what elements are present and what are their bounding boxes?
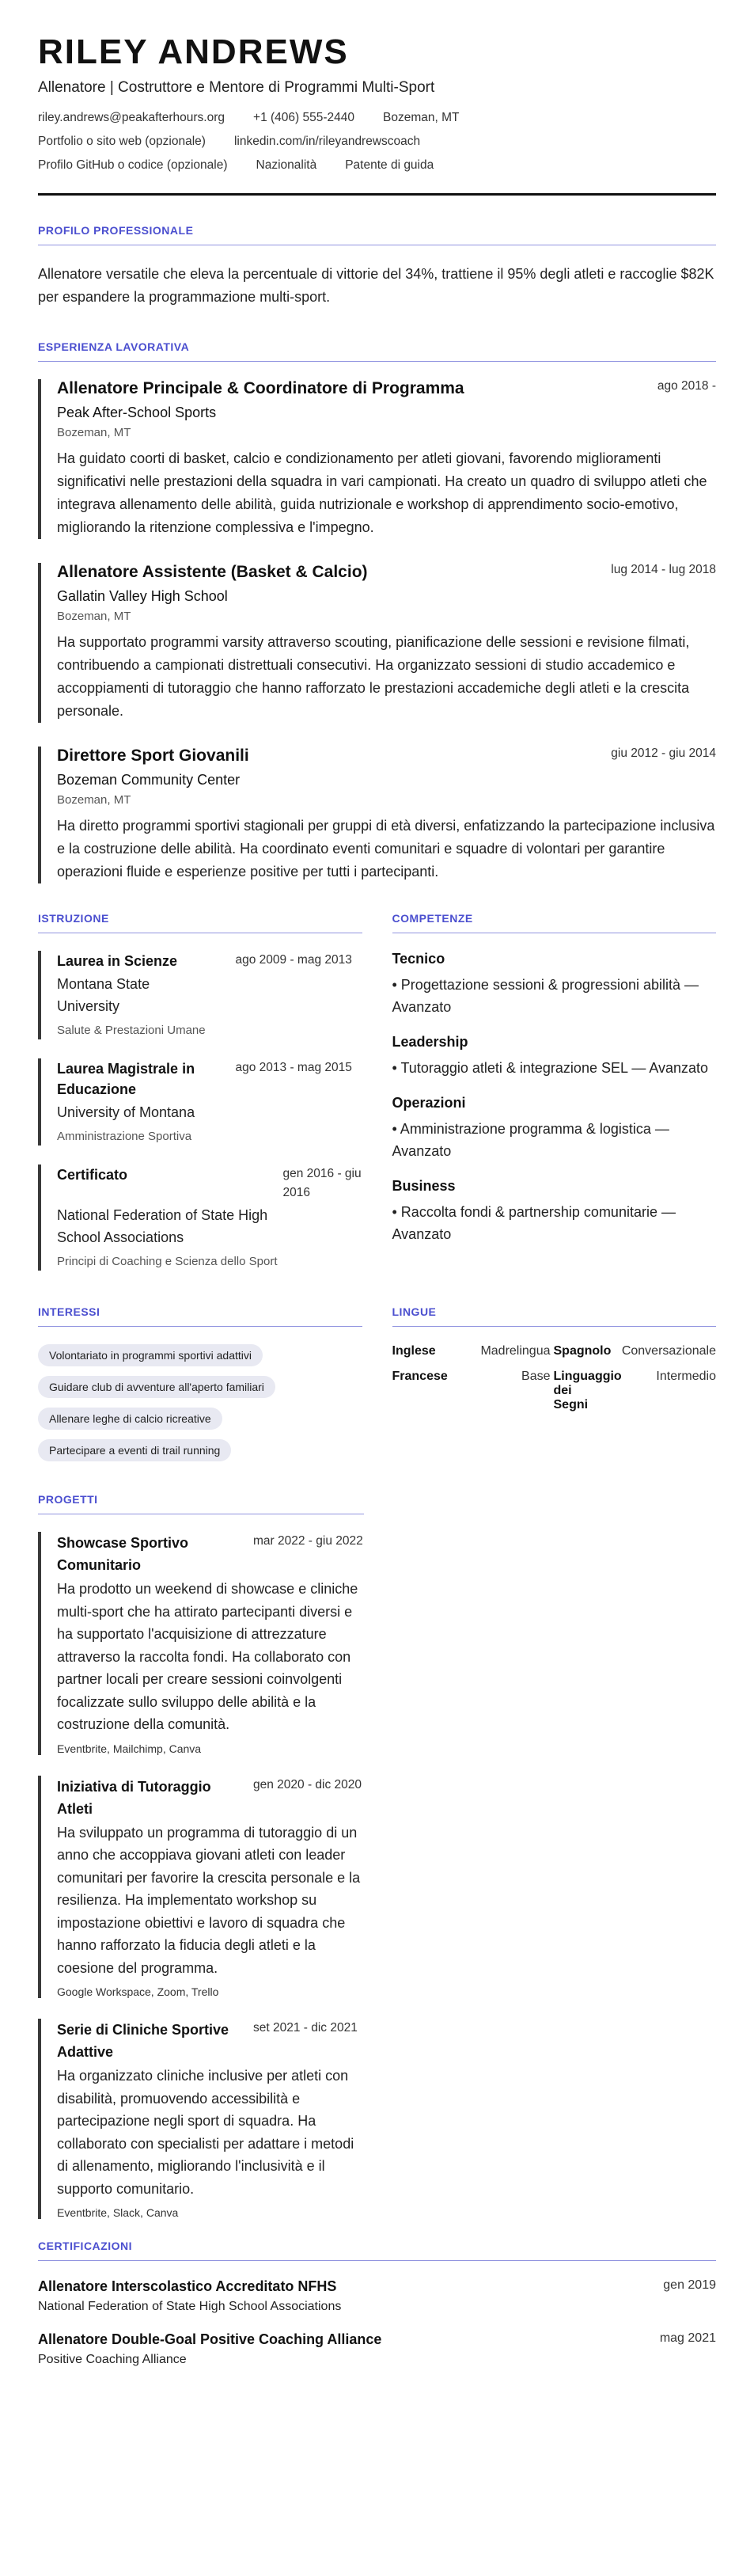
certification-name: Allenatore Double-Goal Positive Coaching Alliance [38,2331,382,2347]
certification-name: Allenatore Interscolastico Accreditato NFHS [38,2278,337,2294]
education-degree: Certificato [57,1167,128,1183]
project-item [38,1532,364,1755]
candidate-subtitle: Allenatore | Costruttore e Mentore di Programmi Multi-Sport [38,79,435,96]
experience-date: lug 2014 - lug 2018 [611,563,716,576]
experience-item [38,747,716,883]
candidate-name: RILEY ANDREWS [38,32,349,71]
languages-list [392,1344,717,1412]
certification-date: gen 2019 [663,2278,716,2292]
skills-column [392,912,717,1290]
language-level: Conversazionale [621,1344,716,1358]
education-field: Principi di Coaching e Scienza dello Sport [57,1255,278,1268]
experience-date: giu 2012 - giu 2014 [611,747,716,760]
interest-chip: Volontariato in programmi sportivi adattivi [38,1344,263,1366]
certification-date: mag 2021 [659,2331,716,2345]
experience-date: ago 2018 - [657,379,716,393]
experience-title: Direttore Sport Giovanili [57,747,249,765]
experience-item [38,379,716,539]
language-level: Base [521,1370,551,1383]
language-name: Linguaggio dei Segni [553,1370,622,1411]
certification-org: Positive Coaching Alliance [38,2353,187,2366]
experience-title: Allenatore Assistente (Basket & Calcio) [57,563,368,581]
language-name: Spagnolo [553,1344,612,1358]
project-item [38,1776,364,1999]
interest-chip: Partecipare a eventi di trail running [38,1439,231,1461]
education-date: ago 2009 - mag 2013 [235,953,352,967]
project-description: Ha sviluppato un programma di tutoraggio di un anno che accoppiava giovani atleti con leader comunitari per favorire la crescita personale e la resilienza. Ha implementato workshop su impostazione obiettivi e lavoro di squadra che hanno rafforzato la fiducia degli atleti e la coesione del programma. [57,1824,361,1976]
education-item [38,951,362,1039]
experience-description: Ha supportato programmi varsity attraverso scouting, pianificazione delle sessioni e revisione filmati, contribuendo a campionati distrettuali consecutivi. Ha organizzato sessioni di studio accademico e accoppiamenti di tutoraggio che hanno rafforzato le prestazioni accademiche degli atleti e la crescita personale. [57,634,690,719]
experience-description: Ha diretto programmi sportivi stagionali per gruppi di età diversi, enfatizzando la partecipazione inclusiva e la costruzione delle abilità. Ha coordinato eventi comunitari e squadre di volontari per garantire operazioni fluide e esperienze positive per tutti i partecipanti. [57,818,715,880]
interests-languages-row [38,1305,716,1461]
contact-license: Patente di guida [345,158,434,172]
language-level: Madrelingua [480,1344,551,1358]
certification-item [38,2278,716,2314]
education-school: National Federation of State High School Associations [57,1207,268,1245]
experience-org: Bozeman Community Center [57,772,241,788]
experience-title: Allenatore Principale & Coordinatore di Programma [57,379,464,397]
skill-item: • Raccolta fondi & partnership comunitarie — Avanzato [392,1204,676,1242]
experience-description: Ha guidato coorti di basket, calcio e condizionamento per atleti giovani, favorendo miglioramenti significativi nelle prestazioni della squadra in vari campionati. Ha creato un quadro di sviluppo atleti che integrava allenamento delle abilità, guida nutrizionale e workshop di apprendimento socio-emotivo, migliorando la ritenzione complessiva e l'impegno. [57,450,707,535]
language-level: Intermedio [656,1370,716,1383]
contact-linkedin[interactable]: linkedin.com/in/rileyandrewscoach [233,135,421,148]
education-section-title: ISTRUZIONE [38,912,362,933]
experience-org: Gallatin Valley High School [57,588,228,604]
contact-row-1 [38,111,716,125]
project-title: Showcase Sportivo Comunitario [57,1535,189,1573]
skill-category: Business [392,1178,456,1194]
contact-github[interactable]: Profilo GitHub o codice (opzionale) [38,158,228,172]
certification-org: National Federation of State High School Associations [38,2300,342,2313]
project-tools: Eventbrite, Mailchimp, Canva [57,1742,202,1755]
education-item [38,1058,362,1146]
education-school: Montana State University [57,976,150,1014]
contact-row-2 [38,135,716,149]
contact-row-3 [38,158,716,173]
education-column [38,912,362,1290]
skill-category: Operazioni [392,1095,466,1111]
interests-column [38,1305,362,1461]
project-tools: Google Workspace, Zoom, Trello [57,1985,219,1998]
education-field: Salute & Prestazioni Umane [57,1024,206,1037]
experience-location: Bozeman, MT [57,426,131,439]
interest-chip: Allenare leghe di calcio ricreative [38,1408,222,1430]
experience-section-title: ESPERIENZA LAVORATIVA [38,340,716,362]
project-title: Serie di Cliniche Sportive Adattive [57,2022,229,2060]
contact-portfolio[interactable]: Portfolio o sito web (opzionale) [38,135,206,148]
skill-item: • Progettazione sessioni & progressioni abilità — Avanzato [392,977,699,1015]
projects-section [38,1493,364,2219]
certifications-section-title: CERTIFICAZIONI [38,2240,716,2261]
languages-column [392,1305,717,1461]
project-date: gen 2020 - dic 2020 [253,1777,362,1791]
certification-item [38,2331,716,2367]
project-description: Ha prodotto un weekend di showcase e cliniche multi-sport che ha attirato partecipanti diversi e ha supportato l'acquisizione di attrezzature attraverso la raccolta fondi. Ha collaborato con partner locali per creare sessioni coinvolgenti focalizzate sullo sviluppo delle abilità e la costruzione della comunità. [57,1581,358,1732]
interest-chip: Guidare club di avventure all'aperto familiari [38,1376,275,1398]
interests-list [38,1344,362,1461]
education-item [38,1165,362,1271]
summary-text: Allenatore versatile che eleva la percentuale di vittorie del 34%, trattiene il 95% degli atleti e raccoglie $82K per espandere la programmazione multi-sport. [38,266,714,305]
education-degree: Laurea Magistrale in Educazione [57,1061,195,1097]
skill-item: • Tutoraggio atleti & integrazione SEL — Avanzato [392,1060,709,1076]
experience-location: Bozeman, MT [57,793,131,807]
project-title: Iniziativa di Tutoraggio Atleti [57,1778,211,1817]
languages-section-title: LINGUE [392,1305,717,1327]
education-skills-row [38,912,716,1290]
project-item [38,2019,364,2219]
project-date: mar 2022 - giu 2022 [253,1534,363,1548]
language-name: Inglese [392,1344,436,1358]
project-tools: Eventbrite, Slack, Canva [57,2206,179,2219]
education-field: Amministrazione Sportiva [57,1130,192,1143]
experience-item [38,563,716,723]
project-date: set 2021 - dic 2021 [253,2021,358,2035]
project-description: Ha organizzato cliniche inclusive per atleti con disabilità, promuovendo accessibilità e partecipazione negli sport di squadra. Ha collaborato con specialisti per adattare i metodi di allenamento, migliorando l'inclusività e il supporto comunitario. [57,2068,354,2197]
education-school: University of Montana [57,1104,195,1120]
language-name: Francese [392,1370,448,1383]
experience-org: Peak After-School Sports [57,405,217,420]
experience-location: Bozeman, MT [57,610,131,623]
education-date: ago 2013 - mag 2015 [235,1061,352,1074]
skill-item: • Amministrazione programma & logistica — Avanzato [392,1121,669,1159]
skill-category: Leadership [392,1034,468,1050]
contact-location: Bozeman, MT [383,111,460,124]
education-degree: Laurea in Scienze [57,953,178,969]
skill-category: Tecnico [392,951,445,967]
contact-phone[interactable]: +1 (406) 555-2440 [253,111,354,124]
contact-email[interactable]: riley.andrews@peakafterhours.org [38,111,225,124]
certifications-section [38,2240,716,2367]
skills-section-title: COMPETENZE [392,912,717,933]
contact-nationality: Nazionalità [256,158,317,172]
header-divider [38,193,716,196]
interests-section-title: INTERESSI [38,1305,362,1327]
summary-section-title: PROFILO PROFESSIONALE [38,224,716,245]
education-date: gen 2016 - giu 2016 [282,1167,362,1199]
projects-section-title: PROGETTI [38,1493,364,1514]
